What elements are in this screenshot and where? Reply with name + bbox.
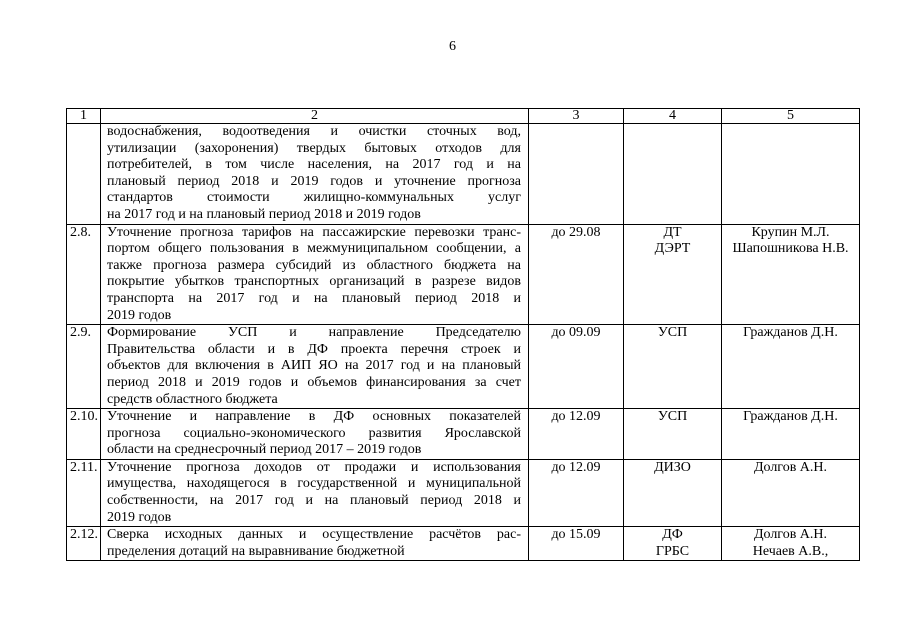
description-line: прогноза социально-экономического развития Ярославской bbox=[107, 425, 521, 441]
description-line: Уточнение и направление в ДФ основных показателей bbox=[107, 409, 521, 425]
responsible-person bbox=[722, 325, 860, 409]
org-line: ДФ bbox=[662, 527, 683, 543]
table-row bbox=[67, 224, 860, 325]
responsible-person bbox=[722, 224, 860, 325]
item-number bbox=[67, 124, 101, 225]
responsible-person bbox=[722, 527, 860, 561]
header-cell: 2 bbox=[101, 109, 529, 124]
responsible-org bbox=[624, 409, 722, 460]
description-line: области на среднесрочный период 2017 – 2019 годов bbox=[107, 442, 422, 458]
description-line: плановый период 2018 и 2019 годов и уточнение прогноза bbox=[107, 173, 521, 189]
description-line: транспорта на 2017 год и на плановый период 2018 и bbox=[107, 290, 521, 306]
description-line: утилизации (захоронения) твердых бытовых отходов для bbox=[107, 140, 521, 156]
description-line: покрытие убытков транспортных организаций в разрезе видов bbox=[107, 274, 521, 290]
responsible-org bbox=[624, 124, 722, 225]
org-line: УСП bbox=[657, 325, 688, 341]
description-line: также прогноза размера субсидий из областного бюджета на bbox=[107, 257, 521, 273]
item-description bbox=[101, 459, 529, 526]
item-number: 2.11. bbox=[67, 459, 101, 526]
item-description bbox=[101, 124, 529, 225]
item-description bbox=[101, 527, 529, 561]
description-line: на 2017 год и на плановый период 2018 и 2019 годов bbox=[107, 206, 421, 222]
description-line: Уточнение прогноза тарифов на пассажирские перевозки транс- bbox=[107, 224, 521, 240]
table-row bbox=[67, 409, 860, 460]
table-body bbox=[67, 109, 860, 561]
description-line: пределения дотаций на выравнивание бюджетной bbox=[107, 543, 405, 559]
table-row bbox=[67, 459, 860, 526]
description-line: Формирование УСП и направление Председателю bbox=[107, 325, 521, 341]
header-row bbox=[67, 109, 860, 124]
person-line: Шапошникова Н.В. bbox=[732, 241, 849, 257]
person-line: Крупин М.Л. bbox=[751, 224, 830, 240]
org-line: ДЭРТ bbox=[654, 241, 691, 257]
description-line: 2019 годов bbox=[107, 307, 172, 323]
header-cell: 1 bbox=[67, 109, 101, 124]
person-line: Долгов А.Н. bbox=[753, 527, 828, 543]
deadline: до 12.09 bbox=[529, 459, 624, 526]
header-cell: 3 bbox=[529, 109, 624, 124]
description-line: средств областного бюджета bbox=[107, 391, 278, 407]
item-number: 2.8. bbox=[67, 224, 101, 325]
org-line: УСП bbox=[657, 409, 688, 425]
deadline bbox=[529, 124, 624, 225]
description-line: потребителей, в том числе населения, на 2017 год и на bbox=[107, 157, 521, 173]
responsible-org bbox=[624, 325, 722, 409]
schedule-table bbox=[66, 108, 860, 561]
description-line: Сверка исходных данных и осуществление расчётов рас- bbox=[107, 527, 521, 543]
description-line: объектов для включения в АИП ЯО на 2017 год и на плановый bbox=[107, 358, 521, 374]
page-number: 6 bbox=[449, 39, 456, 54]
responsible-org bbox=[624, 527, 722, 561]
item-number: 2.12. bbox=[67, 527, 101, 561]
description-line: портом общего пользования в межмуниципальном сообщении, а bbox=[107, 241, 521, 257]
person-line: Долгов А.Н. bbox=[753, 459, 828, 475]
item-description bbox=[101, 224, 529, 325]
header-cell: 4 bbox=[624, 109, 722, 124]
responsible-person bbox=[722, 124, 860, 225]
responsible-person bbox=[722, 409, 860, 460]
table-row bbox=[67, 124, 860, 225]
org-line: ГРБС bbox=[655, 543, 690, 559]
description-line: Правительства области и в ДФ проекта перечня строек и bbox=[107, 341, 521, 357]
description-line: Уточнение прогноза доходов от продажи и использования bbox=[107, 459, 521, 475]
responsible-org bbox=[624, 224, 722, 325]
description-line: период 2018 и 2019 годов и объемов финансирования за счет bbox=[107, 374, 521, 390]
description-line: стандартов стоимости жилищно-коммунальных услуг bbox=[107, 190, 521, 206]
deadline: до 15.09 bbox=[529, 527, 624, 561]
org-line: ДИЗО bbox=[654, 459, 691, 475]
item-number: 2.9. bbox=[67, 325, 101, 409]
item-description bbox=[101, 409, 529, 460]
deadline: до 09.09 bbox=[529, 325, 624, 409]
description-line: собственности, на 2017 год и на плановый период 2018 и bbox=[107, 493, 521, 509]
person-line: Гражданов Д.Н. bbox=[743, 409, 838, 425]
item-number: 2.10. bbox=[67, 409, 101, 460]
deadline: до 12.09 bbox=[529, 409, 624, 460]
org-line: ДТ bbox=[663, 224, 682, 240]
responsible-org bbox=[624, 459, 722, 526]
item-description bbox=[101, 325, 529, 409]
description-line: 2019 годов bbox=[107, 509, 172, 525]
table-row bbox=[67, 527, 860, 561]
table-row bbox=[67, 325, 860, 409]
description-line: водоснабжения, водоотведения и очистки сточных вод, bbox=[107, 124, 521, 139]
person-line: Нечаев А.В., bbox=[752, 543, 829, 559]
deadline: до 29.08 bbox=[529, 224, 624, 325]
header-cell: 5 bbox=[722, 109, 860, 124]
person-line: Гражданов Д.Н. bbox=[743, 325, 838, 341]
responsible-person bbox=[722, 459, 860, 526]
description-line: имущества, находящегося в государственной и муниципальной bbox=[107, 476, 521, 492]
